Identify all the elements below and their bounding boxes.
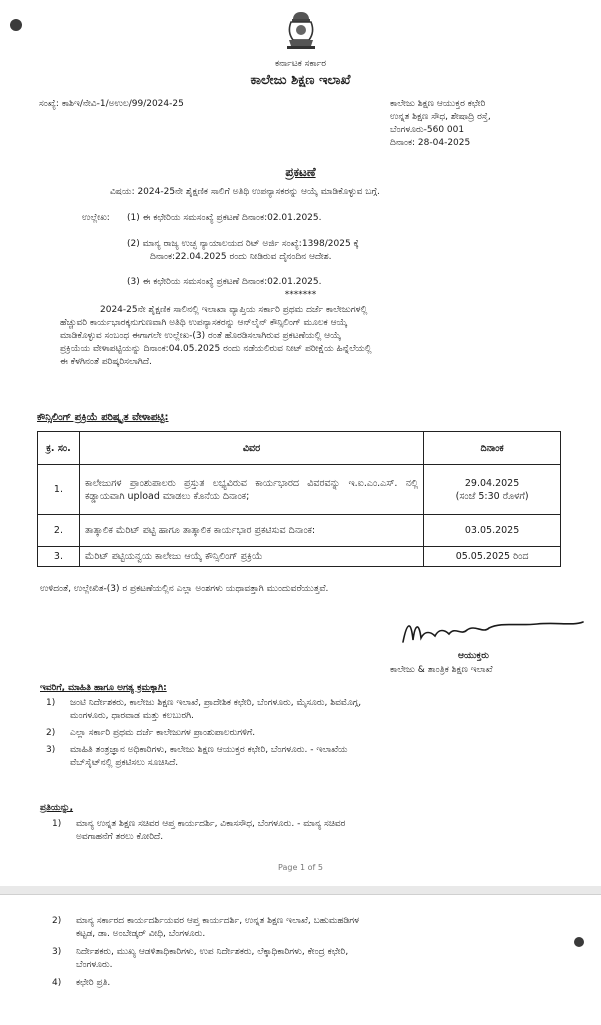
table-row (38, 515, 561, 547)
list-line: ಎಲ್ಲಾ ಸರ್ಕಾರಿ ಪ್ರಥಮ ದರ್ಜೆ ಕಾಲೇಜುಗಳ ಪ್ರಾಂಶುಪಾಲರುಗಳಿಗೆ. (70, 728, 256, 738)
row-detail: ಮೆರಿಟ್ ಪಟ್ಟಿಯನ್ವಯ ಕಾಲೇಜು ಆಯ್ಕೆ ಕೌನ್ಸಿಲಿಂಗ್ ಪ್ರಕ್ರಿಯೆ (79, 547, 423, 567)
office-address (390, 98, 590, 150)
table-row (38, 547, 561, 567)
address-line: ಉನ್ನತ ಶಿಕ್ಷಣ ಸೌಧ, ಶೇಷಾದ್ರಿ ರಸ್ತೆ, (390, 112, 491, 122)
list-line: ಮಾಹಿತಿ ತಂತ್ರಜ್ಞಾನ ಅಧಿಕಾರಿಗಳು, ಕಾಲೇಜು ಶಿಕ್ಷಣ ಆಯುಕ್ತರ ಕಛೇರಿ, ಬೆಂಗಳೂರು. - ಇಲಾಖೆಯ (70, 745, 348, 755)
row-number: 1. (38, 465, 80, 515)
list-line: ಮಾನ್ಯ ಉನ್ನತ ಶಿಕ್ಷಣ ಸಚಿವರ ಆಪ್ತ ಕಾರ್ಯದರ್ಶಿ, ವಿಕಾಸಸೌಧ, ಬೆಂಗಳೂರು. - ಮಾನ್ಯ ಸಚಿವರ (76, 819, 346, 829)
list-line: ಮಂಗಳೂರು, ಧಾರವಾಡ ಮತ್ತು ಕಲಬುರಗಿ. (70, 711, 194, 721)
schedule-table (37, 431, 561, 567)
separator-stars: ******* (284, 290, 317, 300)
subject-line: ವಿಷಯ: 2024-25ನೇ ಶೈಕ್ಷಣಿಕ ಸಾಲಿಗೆ ಅತಿಥಿ ಉಪನ್ಯಾಸಕರನ್ನು ಆಯ್ಕೆ ಮಾಡಿಕೊಳ್ಳುವ ಬಗ್ಗೆ. (110, 187, 380, 197)
body-paragraph (60, 304, 575, 369)
closing-line: ಉಳಿದಂತೆ, ಉಲ್ಲೇಖಿತ-(3) ರ ಪ್ರಕಟಣೆಯಲ್ಲಿನ ಎಲ್ಲಾ ಅಂಶಗಳು ಯಥಾವತ್ತಾಗಿ ಮುಂದುವರೆಯುತ್ತವೆ. (40, 584, 329, 594)
page-2 (0, 894, 601, 1025)
list-line: ವೆಬ್‌ಸೈಟ್‌ನಲ್ಲಿ ಪ್ರಕಟಿಸಲು ಸೂಚಿಸಿದೆ. (70, 758, 179, 768)
list-line: ಬೆಂಗಳೂರು. (76, 960, 113, 970)
address-line: ಬೆಂಗಳೂರು-560 001 (390, 125, 465, 135)
body-line: ಪ್ರಕ್ರಿಯೆಯ ವೇಳಾಪಟ್ಟಿಯನ್ನು ದಿನಾಂಕ:04.05.2025 ರಂದು ನಡೆಯಲಿರುವ ನೀಟ್ ಪರೀಕ್ಷೆಯ ಹಿನ್ನೆಲೆಯಲ್ಲಿ (60, 344, 372, 354)
table-header-row (38, 432, 561, 465)
row-detail: ಕಾಲೇಜುಗಳ ಪ್ರಾಂಶುಪಾಲರು ಪ್ರಸ್ತುತ ಲಭ್ಯವಿರುವ ಕಾರ್ಯಭಾರದ ವಿವರವನ್ನು ಇ.ಐ.ಎಂ.ಎಸ್. ನಲ್ಲಿ ಕಡ್ಡಾಯವಾಗಿ upload ಮಾಡಲು ಕೊನೆಯ ದಿನಾಂಕ; (79, 465, 423, 515)
signatory-title: ಆಯುಕ್ತರು (458, 651, 489, 661)
list-line: ಅವಗಾಹನೆಗೆ ತರಲು ಕೋರಿದೆ. (76, 832, 164, 842)
body-line: ಹೆಚ್ಚುವರಿ ಕಾರ್ಯಭಾರಕ್ಕನುಗುಣವಾಗಿ ಅತಿಥಿ ಉಪನ್ಯಾಸಕರನ್ನು ಆನ್‌ಲೈನ್ ಕೌನ್ಸಿಲಿಂಗ್ ಮೂಲಕ ಆಯ್ಕೆ (60, 318, 348, 328)
department-name: ಕಾಲೇಜು ಶಿಕ್ಷಣ ಇಲಾಖೆ (250, 73, 351, 88)
row-number: 3. (38, 547, 80, 567)
list-item (52, 946, 582, 972)
copy-list-continued (52, 915, 582, 990)
list-line: ನಿರ್ದೇಶಕರು, ಮುಖ್ಯ ಆಡಳಿತಾಧಿಕಾರಿಗಳು, ಉಪ ನಿರ್ದೇಶಕರು, ಲೆಕ್ಕಾಧಿಕಾರಿಗಳು, ಕೇಂದ್ರ ಕಛೇರಿ, (76, 947, 349, 957)
row-date-note: (ಸಂಜೆ 5:30 ರೊಳಗೆ) (455, 490, 529, 502)
list-item (46, 744, 576, 770)
list-line: ಮಾನ್ಯ ಸರ್ಕಾರದ ಕಾರ್ಯದರ್ಶಿಯವರ ಆಪ್ತ ಕಾರ್ಯದರ್ಶಿ, ಉನ್ನತ ಶಿಕ್ಷಣ ಇಲಾಖೆ, ಬಹುಮಹಡಿಗಳ (76, 916, 360, 926)
reference-item-3: (3) ಈ ಕಛೇರಿಯ ಸಮಸಂಖ್ಯೆ ಪ್ರಕಟಣೆ ದಿನಾಂಕ:02.01.2025. (127, 277, 322, 287)
reference-number: ಸಂಖ್ಯೆ: ಕಾಶಿಇ/ನೇವಿ-1/ಅಉಲ/99/2024-25 (39, 99, 184, 109)
list-item (46, 697, 576, 723)
punch-hole (10, 19, 22, 31)
notice-title: ಪ್ರಕಟಣೆ (285, 165, 316, 179)
column-header: ಕ್ರ. ಸಂ. (38, 432, 80, 465)
schedule-heading: ಕೌನ್ಸಿಲಿಂಗ್ ಪ್ರಕ್ರಿಯೆ ಪರಿಷ್ಕೃತ ವೇಳಾಪಟ್ಟಿ: (37, 412, 169, 423)
list-number: 3) (46, 745, 56, 755)
list-item (52, 818, 582, 844)
column-header: ವಿವರ (79, 432, 423, 465)
to-heading: ಇವರಿಗೆ, ಮಾಹಿತಿ ಹಾಗೂ ಅಗತ್ಯ ಕ್ರಮಕ್ಕಾಗಿ: (40, 683, 167, 693)
address-line: ಕಾಲೇಜು ಶಿಕ್ಷಣ ಆಯುಕ್ತರ ಕಛೇರಿ (390, 99, 486, 109)
signatory-office: ಕಾಲೇಜು & ತಾಂತ್ರಿಕ ಶಿಕ್ಷಣ ಇಲಾಖೆ (390, 665, 493, 675)
table-row (38, 465, 561, 515)
to-list (46, 697, 576, 770)
copy-heading: ಪ್ರತಿಯನ್ನು, (40, 803, 74, 813)
list-number: 3) (52, 947, 62, 957)
list-number: 4) (52, 978, 62, 988)
reference-item-2: (2) ಮಾನ್ಯ ರಾಜ್ಯ ಉಚ್ಛ ನ್ಯಾಯಾಲಯದ ರಿಟ್ ಅರ್ಜಿ ಸಂಖ್ಯೆ:1398/2025 ಕ್ಕೆ (127, 239, 359, 249)
page-label: Page 1 of 5 (278, 863, 323, 872)
reference-item-2-cont: ದಿನಾಂಕ:22.04.2025 ರಂದು ನೀಡಿರುವ ದೈನಂದಿನ ಆದೇಶ. (150, 252, 332, 262)
reference-item-1: (1) ಈ ಕಛೇರಿಯ ಸಮಸಂಖ್ಯೆ ಪ್ರಕಟಣೆ ದಿನಾಂಕ:02.01.2025. (127, 213, 322, 223)
list-number: 2) (46, 728, 56, 738)
list-line: ಕಟ್ಟಡ, ಡಾ. ಅಂಬೇಡ್ಕರ್ ವೀಧಿ, ಬೆಂಗಳೂರು. (76, 929, 206, 939)
list-number: 1) (46, 698, 56, 708)
list-item (52, 915, 582, 941)
state-emblem-icon (283, 10, 319, 50)
list-item (52, 977, 582, 990)
list-line: ಕಛೇರಿ ಪ್ರತಿ. (76, 978, 111, 988)
signature-icon (397, 612, 587, 652)
row-detail: ತಾತ್ಕಾಲಿಕ ಮೆರಿಟ್ ಪಟ್ಟಿ ಹಾಗೂ ತಾತ್ಕಾಲಿಕ ಕಾರ್ಯಭಾರ ಪ್ರಕಟಿಸುವ ದಿನಾಂಕ: (79, 515, 423, 547)
list-number: 2) (52, 916, 62, 926)
row-date: 05.05.2025 ರಿಂದ (424, 547, 561, 567)
row-date: 03.05.2025 (424, 515, 561, 547)
row-number: 2. (38, 515, 80, 547)
govt-name: ಕರ್ನಾಟಕ ಸರ್ಕಾರ (274, 59, 327, 69)
column-header: ದಿನಾಂಕ (424, 432, 561, 465)
list-number: 1) (52, 819, 62, 829)
issue-date: ದಿನಾಂಕ: 28-04-2025 (390, 138, 471, 148)
body-line: ಈ ಕೆಳಗಿನಂತೆ ಪರಿಷ್ಕರಿಸಲಾಗಿದೆ. (60, 357, 152, 367)
copy-list (52, 818, 582, 844)
row-date (424, 465, 561, 515)
row-date-value: 29.04.2025 (464, 477, 520, 489)
list-line: ಜಂಟಿ ನಿರ್ದೇಶಕರು, ಕಾಲೇಜು ಶಿಕ್ಷಣ ಇಲಾಖೆ, ಪ್ರಾದೇಶಿಕ ಕಛೇರಿ, ಬೆಂಗಳೂರು, ಮೈಸೂರು, ಶಿವಮೊಗ್ಗ, (70, 698, 362, 708)
references-label: ಉಲ್ಲೇಖ: (82, 213, 110, 223)
list-item (46, 727, 576, 740)
body-line: ಮಾಡಿಕೊಳ್ಳುವ ಸಂಬಂಧ ಈಗಾಗಲೇ ಉಲ್ಲೇಖ-(3) ರಂತೆ ಹೊರಡಿಸಲಾಗಿರುವ ಪ್ರಕಟಣೆಯಲ್ಲಿ ಆಯ್ಕೆ (60, 331, 341, 341)
body-line: 2024-25ನೇ ಶೈಕ್ಷಣಿಕ ಸಾಲಿನಲ್ಲಿ ಇಲಾಖಾ ವ್ಯಾಪ್ತಿಯ ಸರ್ಕಾರಿ ಪ್ರಥಮ ದರ್ಜೆ ಕಾಲೇಜುಗಳಲ್ಲಿ (100, 305, 368, 315)
